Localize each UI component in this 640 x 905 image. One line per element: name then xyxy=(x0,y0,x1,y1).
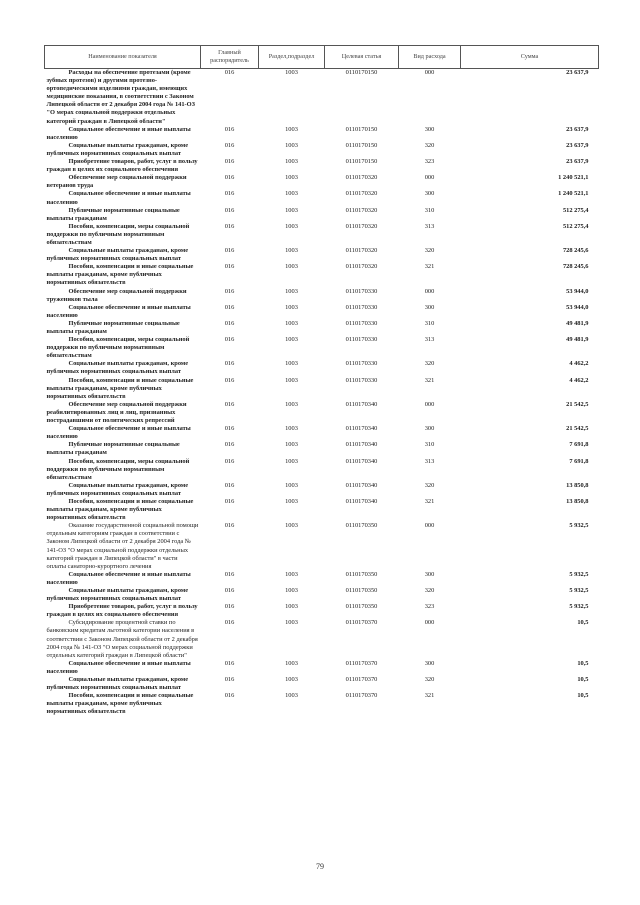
row-expense: 300 xyxy=(424,659,435,667)
row-name: Публичные нормативные социальные выплаты гражданам xyxy=(46,206,180,222)
row-admin: 016 xyxy=(224,603,235,611)
row-admin: 016 xyxy=(224,587,235,594)
row-admin: 016 xyxy=(224,336,235,344)
row-section: 1003 xyxy=(285,676,298,684)
row-section: 1003 xyxy=(285,570,298,578)
row-amount: 5 932,5 xyxy=(569,587,589,594)
row-target: 0110170370 xyxy=(345,619,378,627)
table-row xyxy=(45,498,599,522)
row-expense: 321 xyxy=(424,692,435,700)
row-expense: 313 xyxy=(424,336,435,344)
row-expense: 321 xyxy=(424,263,435,271)
row-admin: 016 xyxy=(224,263,235,271)
row-amount: 13 850,8 xyxy=(566,497,589,505)
row-name: Обеспечение мер социальной поддержки тружеников тыла xyxy=(46,287,187,303)
row-amount: 5 932,5 xyxy=(569,570,589,578)
row-expense: 000 xyxy=(424,400,435,408)
row-expense: 310 xyxy=(424,206,435,214)
row-admin: 016 xyxy=(224,619,235,627)
row-section: 1003 xyxy=(285,603,298,611)
row-target: 0110170350 xyxy=(345,603,378,611)
row-name: Обеспечение мер социальной поддержки реабилитированных лиц и лиц, признанных пострадавшими от политических репрессий xyxy=(46,400,187,425)
row-target: 0110170370 xyxy=(345,659,378,667)
row-name: Публичные нормативные социальные выплаты гражданам xyxy=(46,441,180,457)
table-row xyxy=(45,571,599,587)
row-expense: 320 xyxy=(424,481,435,489)
row-name: Пособия, компенсации и иные социальные выплаты гражданам, кроме публичных нормативных обязательств xyxy=(46,497,194,522)
row-target: 0110170320 xyxy=(345,263,378,271)
row-expense: 323 xyxy=(424,158,435,166)
header-expense: Вид расхода xyxy=(399,46,461,69)
row-section: 1003 xyxy=(285,125,298,133)
row-expense: 300 xyxy=(424,125,435,133)
table-header-row xyxy=(45,46,599,69)
row-section: 1003 xyxy=(285,481,298,489)
row-amount: 10,5 xyxy=(577,692,589,700)
row-section: 1003 xyxy=(285,587,298,594)
row-amount: 1 240 521,1 xyxy=(558,190,589,198)
row-admin: 016 xyxy=(224,190,235,198)
row-name: Социальное обеспечение и иные выплаты населению xyxy=(46,425,191,441)
page-number: 79 xyxy=(316,862,324,871)
table-row xyxy=(45,425,599,441)
row-admin: 016 xyxy=(224,206,235,214)
row-name: Пособия, компенсации и иные социальные выплаты гражданам, кроме публичных нормативных обязательств xyxy=(46,263,194,287)
row-name: Приобретение товаров, работ, услуг в пользу граждан в целях их социального обеспечения xyxy=(46,603,198,619)
row-name: Пособия, компенсации, меры социальной поддержки по публичным нормативным обязательствам xyxy=(46,336,190,360)
row-target: 0110170320 xyxy=(345,222,378,230)
row-target: 0110170370 xyxy=(345,676,378,684)
row-name: Пособия, компенсации, меры социальной поддержки по публичным нормативным обязательствам xyxy=(46,457,190,481)
row-section: 1003 xyxy=(285,425,298,433)
row-name: Социальные выплаты гражданам, кроме публичных нормативных социальных выплат xyxy=(46,247,189,263)
row-name: Субсидирование процентной ставки по банковским кредитам льготной категории населения в соответствии с Законом Липецкой области от 2 декабря 2004 года № 141-ОЗ "О мерах социальной поддержки отдельных категорий граждан в Липецкой области" xyxy=(46,619,198,659)
row-name: Обеспечение мер социальной поддержки ветеранов труда xyxy=(46,174,187,190)
row-name: Пособия, компенсации и иные социальные выплаты гражданам, кроме публичных нормативных обязательств xyxy=(46,692,194,716)
table-row xyxy=(45,522,599,571)
row-section: 1003 xyxy=(285,69,298,76)
row-admin: 016 xyxy=(224,69,235,76)
row-expense: 310 xyxy=(424,441,435,449)
row-target: 0110170350 xyxy=(345,522,378,530)
row-name: Пособия, компенсации и иные социальные выплаты гражданам, кроме публичных нормативных обязательств xyxy=(46,376,194,400)
row-section: 1003 xyxy=(285,263,298,271)
row-target: 0110170350 xyxy=(345,570,378,578)
row-expense: 000 xyxy=(424,174,435,182)
row-admin: 016 xyxy=(224,360,235,368)
row-admin: 016 xyxy=(224,125,235,133)
row-name: Социальные выплаты гражданам, кроме публичных нормативных социальных выплат xyxy=(46,481,189,497)
row-target: 0110170350 xyxy=(345,587,378,594)
table-row xyxy=(45,360,599,376)
table-row xyxy=(45,320,599,336)
row-amount: 4 462,2 xyxy=(569,376,589,384)
row-expense: 310 xyxy=(424,319,435,327)
row-target: 0110170330 xyxy=(345,287,378,295)
row-amount: 23 637,9 xyxy=(566,158,589,166)
table-row xyxy=(45,126,599,142)
table-row xyxy=(45,142,599,158)
row-target: 0110170340 xyxy=(345,481,378,489)
row-expense: 000 xyxy=(424,522,435,530)
table-row xyxy=(45,458,599,482)
row-expense: 320 xyxy=(424,676,435,684)
row-amount: 23 637,9 xyxy=(566,141,589,149)
row-target: 0110170320 xyxy=(345,206,378,214)
row-target: 0110170330 xyxy=(345,376,378,384)
row-amount: 728 245,6 xyxy=(562,247,589,255)
row-target: 0110170150 xyxy=(345,125,378,133)
table-row xyxy=(45,223,599,247)
header-admin: Главный распорядитель xyxy=(201,46,259,69)
row-admin: 016 xyxy=(224,158,235,166)
row-amount: 23 637,9 xyxy=(566,125,589,133)
row-section: 1003 xyxy=(285,441,298,449)
table-row xyxy=(45,441,599,457)
row-section: 1003 xyxy=(285,360,298,368)
row-admin: 016 xyxy=(224,692,235,700)
table-row xyxy=(45,263,599,287)
row-admin: 016 xyxy=(224,303,235,311)
row-name: Пособия, компенсации, меры социальной поддержки по публичным нормативным обязательствам xyxy=(46,222,190,246)
row-target: 0110170330 xyxy=(345,303,378,311)
row-amount: 21 542,5 xyxy=(566,425,589,433)
table-row xyxy=(45,619,599,659)
header-target: Целевая статья xyxy=(325,46,399,69)
row-section: 1003 xyxy=(285,376,298,384)
table-row xyxy=(45,69,599,126)
row-expense: 313 xyxy=(424,222,435,230)
row-amount: 53 944,0 xyxy=(566,303,589,311)
row-expense: 000 xyxy=(424,619,435,627)
row-section: 1003 xyxy=(285,141,298,149)
row-amount: 10,5 xyxy=(577,619,589,627)
table-row xyxy=(45,401,599,425)
row-amount: 1 240 521,1 xyxy=(558,174,589,182)
row-section: 1003 xyxy=(285,522,298,530)
row-expense: 321 xyxy=(424,497,435,505)
table-row xyxy=(45,158,599,174)
row-expense: 320 xyxy=(424,360,435,368)
row-amount: 49 481,9 xyxy=(566,319,589,327)
row-admin: 016 xyxy=(224,319,235,327)
row-target: 0110170340 xyxy=(345,425,378,433)
table-row xyxy=(45,603,599,619)
row-amount: 21 542,5 xyxy=(566,400,589,408)
row-name: Социальные выплаты гражданам, кроме публичных нормативных социальных выплат xyxy=(46,141,189,157)
row-name: Социальное обеспечение и иные выплаты населению xyxy=(46,303,191,319)
row-target: 0110170150 xyxy=(345,158,378,166)
row-section: 1003 xyxy=(285,497,298,505)
row-admin: 016 xyxy=(224,441,235,449)
row-target: 0110170340 xyxy=(345,497,378,505)
row-section: 1003 xyxy=(285,222,298,230)
row-section: 1003 xyxy=(285,336,298,344)
row-amount: 512 275,4 xyxy=(562,222,589,230)
row-section: 1003 xyxy=(285,319,298,327)
row-target: 0110170370 xyxy=(345,692,378,700)
table-row xyxy=(45,660,599,676)
row-name: Социальные выплаты гражданам, кроме публичных нормативных социальных выплат xyxy=(46,587,189,603)
row-expense: 320 xyxy=(424,587,435,594)
row-amount: 49 481,9 xyxy=(566,336,589,344)
row-name: Публичные нормативные социальные выплаты гражданам xyxy=(46,319,180,335)
row-name: Социальные выплаты гражданам, кроме публичных нормативных социальных выплат xyxy=(46,676,189,692)
row-admin: 016 xyxy=(224,287,235,295)
row-section: 1003 xyxy=(285,457,298,465)
row-target: 0110170320 xyxy=(345,247,378,255)
row-amount: 7 691,8 xyxy=(569,457,589,465)
row-amount: 53 944,0 xyxy=(566,287,589,295)
row-name: Социальные выплаты гражданам, кроме публичных нормативных социальных выплат xyxy=(46,360,189,376)
row-target: 0110170150 xyxy=(345,141,378,149)
row-expense: 320 xyxy=(424,247,435,255)
table-row xyxy=(45,692,599,716)
row-amount: 23 637,9 xyxy=(566,69,589,76)
row-section: 1003 xyxy=(285,400,298,408)
table-row xyxy=(45,174,599,190)
row-amount: 512 275,4 xyxy=(562,206,589,214)
row-name: Социальное обеспечение и иные выплаты населению xyxy=(46,570,191,586)
row-name: Расходы на обеспечение протезами (кроме зубных протезов) и другими протезно-ортопедическими изделиями граждан, имеющих медицинские показания, в соответствии с Законом Липецкой области от 2 декабря 2004 года № 141-ОЗ "О мерах социальной поддержки отдельных категорий граждан в Липецкой области" xyxy=(46,69,196,125)
row-target: 0110170340 xyxy=(345,457,378,465)
row-amount: 10,5 xyxy=(577,676,589,684)
row-admin: 016 xyxy=(224,497,235,505)
row-amount: 10,5 xyxy=(577,659,589,667)
row-section: 1003 xyxy=(285,692,298,700)
row-admin: 016 xyxy=(224,376,235,384)
row-target: 0110170320 xyxy=(345,174,378,182)
row-admin: 016 xyxy=(224,659,235,667)
row-target: 0110170330 xyxy=(345,360,378,368)
row-name: Приобретение товаров, работ, услуг в пользу граждан в целях их социального обеспечения xyxy=(46,158,198,174)
row-amount: 5 932,5 xyxy=(569,522,589,530)
row-expense: 313 xyxy=(424,457,435,465)
header-name: Наименование показателя xyxy=(45,46,201,69)
row-name: Социальное обеспечение и иные выплаты населению xyxy=(46,659,191,675)
row-admin: 016 xyxy=(224,570,235,578)
row-section: 1003 xyxy=(285,303,298,311)
table-row xyxy=(45,288,599,304)
row-target: 0110170150 xyxy=(345,69,378,76)
table-row xyxy=(45,676,599,692)
row-expense: 300 xyxy=(424,570,435,578)
row-expense: 300 xyxy=(424,425,435,433)
row-name: Социальное обеспечение и иные выплаты населению xyxy=(46,190,191,206)
table-row xyxy=(45,247,599,263)
row-section: 1003 xyxy=(285,659,298,667)
row-expense: 000 xyxy=(424,287,435,295)
row-section: 1003 xyxy=(285,619,298,627)
header-section: Раздел,подраздел xyxy=(259,46,325,69)
row-admin: 016 xyxy=(224,247,235,255)
row-target: 0110170330 xyxy=(345,336,378,344)
row-section: 1003 xyxy=(285,190,298,198)
row-expense: 300 xyxy=(424,190,435,198)
row-expense: 000 xyxy=(424,69,435,76)
row-admin: 016 xyxy=(224,481,235,489)
row-expense: 323 xyxy=(424,603,435,611)
row-name: Социальное обеспечение и иные выплаты населению xyxy=(46,125,191,141)
row-target: 0110170320 xyxy=(345,190,378,198)
row-target: 0110170340 xyxy=(345,441,378,449)
row-expense: 320 xyxy=(424,141,435,149)
row-amount: 13 850,8 xyxy=(566,481,589,489)
row-admin: 016 xyxy=(224,400,235,408)
row-amount: 5 932,5 xyxy=(569,603,589,611)
table-row xyxy=(45,304,599,320)
row-section: 1003 xyxy=(285,206,298,214)
row-target: 0110170340 xyxy=(345,400,378,408)
budget-table xyxy=(44,45,599,717)
row-amount: 728 245,6 xyxy=(562,263,589,271)
row-admin: 016 xyxy=(224,457,235,465)
row-amount: 7 691,8 xyxy=(569,441,589,449)
row-admin: 016 xyxy=(224,141,235,149)
table-row xyxy=(45,207,599,223)
row-admin: 016 xyxy=(224,676,235,684)
row-admin: 016 xyxy=(224,222,235,230)
row-expense: 300 xyxy=(424,303,435,311)
header-amount: Сумма xyxy=(461,46,599,69)
row-admin: 016 xyxy=(224,174,235,182)
row-amount: 4 462,2 xyxy=(569,360,589,368)
row-expense: 321 xyxy=(424,376,435,384)
row-target: 0110170330 xyxy=(345,319,378,327)
row-admin: 016 xyxy=(224,425,235,433)
table-row xyxy=(45,377,599,401)
row-admin: 016 xyxy=(224,522,235,530)
table-row xyxy=(45,190,599,206)
row-section: 1003 xyxy=(285,247,298,255)
table-row xyxy=(45,587,599,603)
row-section: 1003 xyxy=(285,287,298,295)
row-section: 1003 xyxy=(285,174,298,182)
row-name: Оказание государственной социальной помощи отдельным категориям граждан в соответствии с Законом Липецкой области от 2 декабря 2004 года № 141-ОЗ "О мерах социальной поддержки отдельных категорий граждан в Липецкой области" в части оплаты санаторно-курортного лечения xyxy=(46,522,199,570)
row-section: 1003 xyxy=(285,158,298,166)
table-row xyxy=(45,482,599,498)
table-row xyxy=(45,336,599,360)
